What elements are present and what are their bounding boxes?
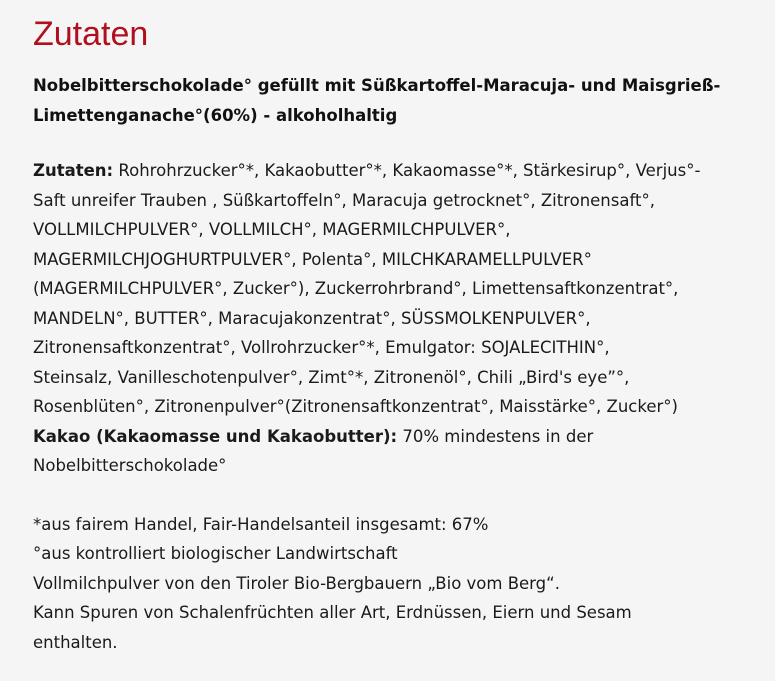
milk-origin-note: Vollmilchpulver von den Tiroler Bio-Bergbauern „Bio vom Berg“.	[33, 573, 560, 593]
product-name-line: Nobelbitterschokolade° gefüllt mit Süßkartoffel-Maracuja- und Maisgrieß-	[33, 76, 721, 95]
cocoa-label: Kakao (Kakaomasse und Kakaobutter):	[33, 426, 398, 446]
ingredients-line: Rohrohrzucker°*, Kakaobutter°*, Kakaomasse°*, Stärkesirup°, Verjus°-	[113, 161, 701, 180]
cocoa-content	[33, 422, 755, 481]
ingredients-line: Steinsalz, Vanilleschotenpulver°, Zimt°*, Zitronenöl°, Chili „Bird's eye”°,	[33, 367, 630, 387]
allergen-note: enthalten.	[33, 632, 118, 652]
product-name-line: Limettenganache°(60%) - alkoholhaltig	[33, 105, 398, 125]
cocoa-text: Nobelbitterschokolade°	[33, 456, 227, 475]
cocoa-text: 70% mindestens in der	[397, 426, 594, 446]
ingredients-line: VOLLMILCHPULVER°, VOLLMILCH°, MAGERMILCHPULVER°,	[33, 220, 511, 239]
ingredients-label: Zutaten:	[33, 161, 114, 180]
footnotes	[33, 510, 755, 658]
ingredients-line: Zitronensaftkonzentrat°, Vollrohrzucker°*, Emulgator: SOJALECITHIN°,	[33, 338, 610, 357]
ingredients-line: MAGERMILCHJOGHURTPULVER°, Polenta°, MILCHKARAMELLPULVER°	[33, 249, 592, 269]
product-name	[33, 71, 755, 130]
ingredients-line: Saft unreifer Trauben , Süßkartoffeln°, Maracuja getrocknet°, Zitronensaft°,	[33, 190, 655, 210]
ingredients-line: MANDELN°, BUTTER°, Maracujakonzentrat°, SÜSSMOLKENPULVER°,	[33, 308, 591, 328]
ingredients-line: (MAGERMILCHPULVER°, Zucker°), Zuckerrohrbrand°, Limettensaftkonzentrat°,	[33, 279, 679, 298]
ingredients-line: Rosenblüten°, Zitronenpulver°(Zitronensaftkonzentrat°, Maisstärke°, Zucker°)	[33, 397, 678, 416]
allergen-note: Kann Spuren von Schalenfrüchten aller Art, Erdnüssen, Eiern und Sesam	[33, 603, 632, 622]
page-title: Zutaten	[33, 15, 149, 53]
ingredients-list	[33, 156, 755, 422]
organic-note: °aus kontrolliert biologischer Landwirtschaft	[33, 544, 398, 563]
fairtrade-note: *aus fairem Handel, Fair-Handelsanteil insgesamt: 67%	[33, 514, 489, 534]
